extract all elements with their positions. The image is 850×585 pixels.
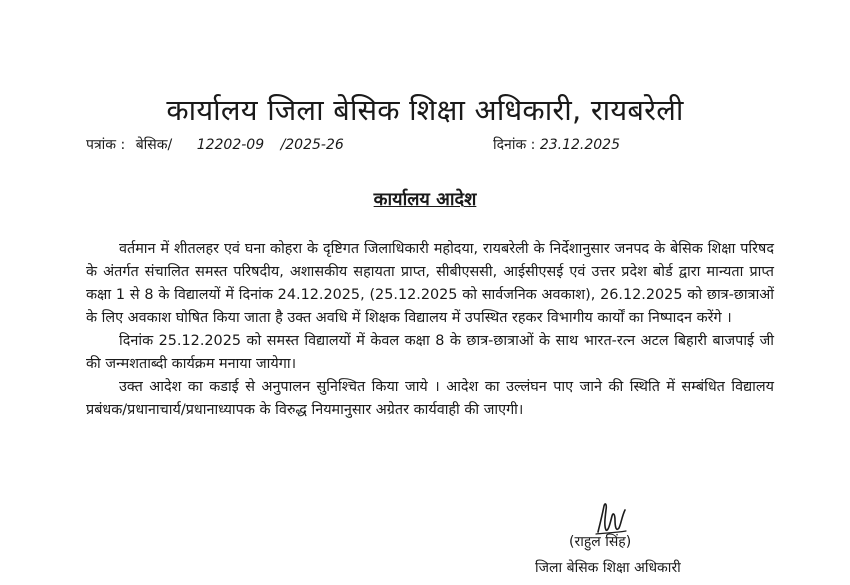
reference-date — [493, 135, 620, 154]
paragraph-1: वर्तमान में शीतलहर एवं घना कोहरा के दृष्टिगत जिलाधिकारी महोदया, रायबरेली के निर्देशानुसार जनपद के बेसिक शिक्षा परिषद के अंतर्गत संचालित समस्त परिषदीय, अशासकीय सहायता प्राप्त, सीबीएससी, आईसीएसई एवं उत्तर प्रदेश बोर्ड द्वारा मान्यता प्राप्त कक्षा 1 से 8 के विद्यालयों में दिनांक 24.12.2025, (25.12.2025 को सार्वजनिक अवकाश), 26.12.2025 को छात्र-छात्राओं के लिए अवकाश घोषित किया जाता है उक्त अवधि में शिक्षक विद्यालय में उपस्थित रहकर विभागीय कार्यों का निष्पादन करेंगे । — [86, 241, 774, 326]
paragraph-3: उक्त आदेश का कडाई से अनुपालन सुनिश्चित किया जाये । आदेश का उल्लंघन पाए जाने की स्थिति में सम्बंधित विद्यालय प्रबंधक/प्रधानाचार्य/प्रधानाध्यापक के विरुद्ध नियमानुसार अग्रेतर कार्यवाही की जाएगी। — [86, 379, 774, 418]
reference-label: पत्रांक : — [86, 137, 126, 153]
order-body — [86, 238, 774, 422]
reference-number-value: 12202-09 — [196, 137, 265, 153]
reference-dept: बेसिक/ — [135, 137, 173, 153]
office-title: कार्यालय जिला बेसिक शिक्षा अधिकारी, रायबरेली — [166, 93, 684, 127]
reference-year: /2025-26 — [280, 137, 344, 153]
reference-number — [86, 135, 350, 154]
date-label: दिनांक : — [493, 137, 536, 153]
paragraph-2: दिनांक 25.12.2025 को समस्त विद्यालयों में केवल कक्षा 8 के छात्र-छात्राओं के साथ भारत-रत्न अटल बिहारी बाजपाई जी की जन्मशताब्दी कार्यक्रम मनाया जायेगा। — [86, 333, 774, 372]
date-value: 23.12.2025 — [539, 137, 620, 153]
order-heading: कार्यालय आदेश — [373, 189, 477, 210]
signatory-designation: जिला बेसिक शिक्षा अधिकारी — [535, 560, 681, 576]
signatory-name: (राहुल सिंह) — [569, 534, 632, 550]
